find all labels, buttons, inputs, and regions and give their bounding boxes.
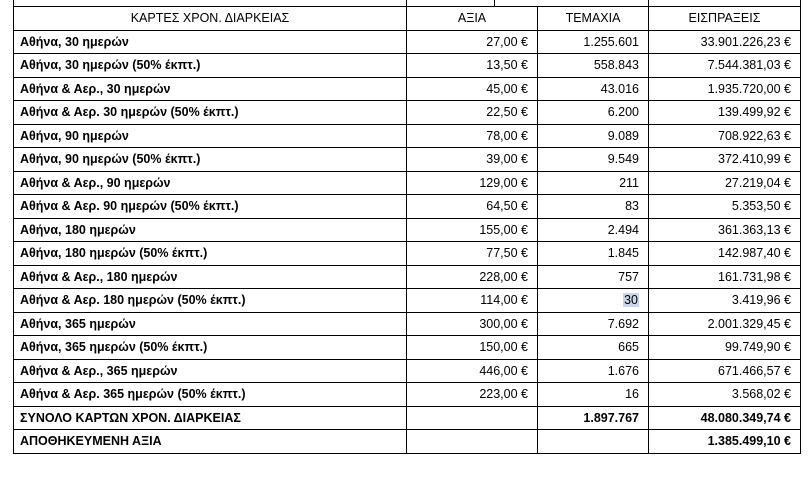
- row-value: 39,00 €: [407, 148, 538, 172]
- row-units: 9.089: [538, 124, 649, 148]
- table-header-row: [14, 7, 801, 31]
- period-cards-table: [13, 6, 801, 454]
- table-row: [14, 359, 801, 383]
- table-row: [14, 383, 801, 407]
- row-name: Αθήνα & Αερ., 180 ημερών: [14, 265, 407, 289]
- row-name: Αθήνα & Αερ. 365 ημερών (50% έκπτ.): [14, 383, 407, 407]
- row-revenue: 142.987,40 €: [649, 242, 801, 266]
- table-row: [14, 101, 801, 125]
- table-row: [14, 148, 801, 172]
- total-row: [14, 406, 801, 430]
- stored-value-cell: [407, 430, 538, 454]
- row-value: 13,50 €: [407, 54, 538, 78]
- table-row: [14, 289, 801, 313]
- row-units: 2.494: [538, 218, 649, 242]
- row-revenue: 372.410,99 €: [649, 148, 801, 172]
- table-row: [14, 312, 801, 336]
- row-revenue: 361.363,13 €: [649, 218, 801, 242]
- row-value: 150,00 €: [407, 336, 538, 360]
- row-name: Αθήνα & Αερ., 365 ημερών: [14, 359, 407, 383]
- row-value: 27,00 €: [407, 30, 538, 54]
- row-value: 77,50 €: [407, 242, 538, 266]
- row-value: 45,00 €: [407, 77, 538, 101]
- row-units: 1.255.601: [538, 30, 649, 54]
- table-row: [14, 218, 801, 242]
- row-revenue: 3.419,96 €: [649, 289, 801, 313]
- selected-text[interactable]: 30: [624, 293, 638, 308]
- row-value: 446,00 €: [407, 359, 538, 383]
- row-name: Αθήνα, 180 ημερών: [14, 218, 407, 242]
- header-card-type: ΚΑΡΤΕΣ ΧΡΟΝ. ΔΙΑΡΚΕΙΑΣ: [14, 7, 407, 31]
- header-units: ΤΕΜΑΧΙΑ: [538, 7, 649, 31]
- row-revenue: 2.001.329,45 €: [649, 312, 801, 336]
- row-name: Αθήνα, 365 ημερών: [14, 312, 407, 336]
- table-row: [14, 336, 801, 360]
- row-units: 43.016: [538, 77, 649, 101]
- row-value: 228,00 €: [407, 265, 538, 289]
- table-row: [14, 242, 801, 266]
- row-value: 78,00 €: [407, 124, 538, 148]
- stored-label: ΑΠΟΘΗΚΕΥΜΕΝΗ ΑΞΙΑ: [14, 430, 407, 454]
- row-revenue: 671.466,57 €: [649, 359, 801, 383]
- row-name: Αθήνα, 30 ημερών (50% έκπτ.): [14, 54, 407, 78]
- row-revenue: 27.219,04 €: [649, 171, 801, 195]
- row-value: 300,00 €: [407, 312, 538, 336]
- table-row: [14, 171, 801, 195]
- row-units: 7.692: [538, 312, 649, 336]
- row-name: Αθήνα, 90 ημερών: [14, 124, 407, 148]
- row-revenue: 708.922,63 €: [649, 124, 801, 148]
- stored-revenue: 1.385.499,10 €: [649, 430, 801, 454]
- row-value: 155,00 €: [407, 218, 538, 242]
- header-value: ΑΞΙΑ: [407, 7, 538, 31]
- row-units: 1.845: [538, 242, 649, 266]
- table-row: [14, 54, 801, 78]
- stored-value-row: [14, 430, 801, 454]
- total-revenue: 48.080.349,74 €: [649, 406, 801, 430]
- table-row: [14, 124, 801, 148]
- row-revenue: 3.568,02 €: [649, 383, 801, 407]
- row-name: Αθήνα & Αερ. 30 ημερών (50% έκπτ.): [14, 101, 407, 125]
- row-units: 1.676: [538, 359, 649, 383]
- row-units: 665: [538, 336, 649, 360]
- row-name: Αθήνα, 90 ημερών (50% έκπτ.): [14, 148, 407, 172]
- row-units: 211: [538, 171, 649, 195]
- table-row: [14, 30, 801, 54]
- row-name: Αθήνα & Αερ., 30 ημερών: [14, 77, 407, 101]
- row-name: Αθήνα, 30 ημερών: [14, 30, 407, 54]
- row-revenue: 99.749,90 €: [649, 336, 801, 360]
- row-name: Αθήνα & Αερ., 90 ημερών: [14, 171, 407, 195]
- row-name: Αθήνα, 180 ημερών (50% έκπτ.): [14, 242, 407, 266]
- row-units: 9.549: [538, 148, 649, 172]
- row-units: 757: [538, 265, 649, 289]
- row-value: 22,50 €: [407, 101, 538, 125]
- row-revenue: 33.901.226,23 €: [649, 30, 801, 54]
- row-units: 6.200: [538, 101, 649, 125]
- row-revenue: 1.935.720,00 €: [649, 77, 801, 101]
- row-revenue: 139.499,92 €: [649, 101, 801, 125]
- stored-units-cell: [538, 430, 649, 454]
- row-revenue: 7.544.381,03 €: [649, 54, 801, 78]
- table-row: [14, 77, 801, 101]
- header-revenue: ΕΙΣΠΡΑΞΕΙΣ: [649, 7, 801, 31]
- row-value: 64,50 €: [407, 195, 538, 219]
- total-units: 1.897.767: [538, 406, 649, 430]
- row-name: Αθήνα & Αερ. 90 ημερών (50% έκπτ.): [14, 195, 407, 219]
- row-name: Αθήνα, 365 ημερών (50% έκπτ.): [14, 336, 407, 360]
- row-units: [538, 289, 649, 313]
- table-row: [14, 195, 801, 219]
- row-revenue: 5.353,50 €: [649, 195, 801, 219]
- row-units: 16: [538, 383, 649, 407]
- total-label: ΣΥΝΟΛΟ ΚΑΡΤΩΝ ΧΡΟΝ. ΔΙΑΡΚΕΙΑΣ: [14, 406, 407, 430]
- row-units: 558.843: [538, 54, 649, 78]
- row-revenue: 161.731,98 €: [649, 265, 801, 289]
- row-units: 83: [538, 195, 649, 219]
- row-value: 114,00 €: [407, 289, 538, 313]
- total-value-cell: [407, 406, 538, 430]
- row-name: Αθήνα & Αερ. 180 ημερών (50% έκπτ.): [14, 289, 407, 313]
- row-value: 129,00 €: [407, 171, 538, 195]
- row-value: 223,00 €: [407, 383, 538, 407]
- table-row: [14, 265, 801, 289]
